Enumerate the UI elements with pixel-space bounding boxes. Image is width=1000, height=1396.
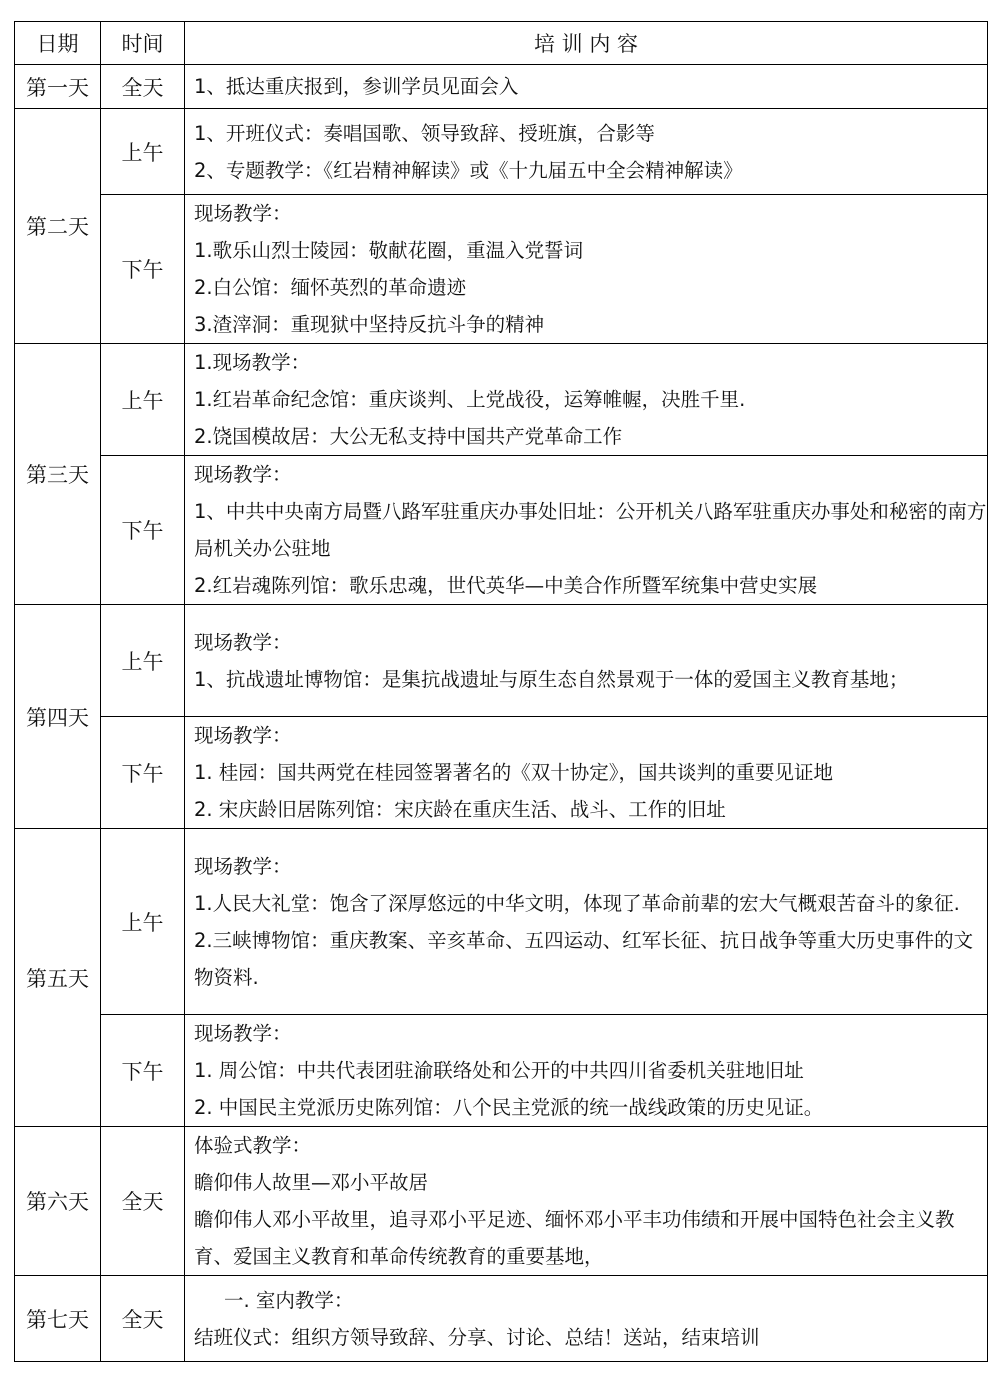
content-line: 2.红岩魂陈列馆：歌乐忠魂，世代英华—中美合作所暨军统集中营史实展	[194, 574, 818, 597]
table-row	[15, 456, 988, 605]
content-line: 现场教学：	[194, 724, 292, 747]
table-row	[15, 344, 988, 456]
content-line: 现场教学：	[194, 1022, 292, 1045]
content-line: 现场教学：	[194, 202, 292, 225]
session-time: 下午	[101, 195, 185, 344]
session-content	[185, 1276, 988, 1362]
header-row	[15, 22, 988, 65]
session-time: 上午	[101, 344, 185, 456]
content-line: 瞻仰伟人邓小平故里，追寻邓小平足迹、缅怀邓小平丰功伟绩和开展中国特色社会主义教育、爱国主义教育和革命传统教育的重要基地，	[194, 1208, 955, 1268]
content-line: 瞻仰伟人故里—邓小平故居	[194, 1171, 429, 1194]
content-line: 一. 室内教学：	[224, 1288, 354, 1312]
table-row	[15, 65, 988, 109]
session-time: 下午	[101, 1015, 185, 1127]
session-time: 全天	[101, 1127, 185, 1276]
session-time: 上午	[101, 605, 185, 717]
content-line: 2.饶国模故居：大公无私支持中国共产党革命工作	[194, 425, 623, 448]
content-line: 1. 周公馆：中共代表团驻渝联络处和公开的中共四川省委机关驻地旧址	[194, 1059, 804, 1082]
content-line: 2、专题教学：《红岩精神解读》或《十九届五中全会精神解读》	[194, 158, 743, 182]
table-row	[15, 1276, 988, 1362]
day-label: 第四天	[15, 605, 101, 829]
content-line: 1.歌乐山烈士陵园：敬献花圈，重温入党誓词	[194, 239, 584, 262]
content-line: 1.人民大礼堂：饱含了深厚悠远的中华文明，体现了革命前辈的宏大气概艰苦奋斗的象征.	[194, 891, 960, 915]
content-line: 1.现场教学：	[194, 351, 311, 374]
session-content	[185, 344, 988, 456]
training-schedule-table	[14, 21, 988, 1362]
table-row	[15, 1015, 988, 1127]
content-line: 体验式教学：	[194, 1134, 312, 1157]
session-content	[185, 1015, 988, 1127]
day-label: 第一天	[15, 65, 101, 109]
session-content	[185, 109, 988, 195]
content-line: 1. 桂园：国共两党在桂园签署著名的《双十协定》，国共谈判的重要见证地	[194, 761, 834, 784]
table-row	[15, 605, 988, 717]
table-row	[15, 829, 988, 1015]
session-content	[185, 717, 988, 829]
content-line: 1.红岩革命纪念馆：重庆谈判、上党战役，运筹帷幄，决胜千里.	[194, 388, 746, 411]
content-line: 2. 中国民主党派历史陈列馆：八个民主党派的统一战线政策的历史见证。	[194, 1096, 824, 1119]
session-time: 全天	[101, 1276, 185, 1362]
session-content	[185, 1127, 988, 1276]
session-content	[185, 829, 988, 1015]
session-time: 下午	[101, 717, 185, 829]
day-label: 第六天	[15, 1127, 101, 1276]
header-time: 时间	[101, 22, 185, 65]
header-content: 培 训 内 容	[185, 22, 988, 65]
content-line: 2. 宋庆龄旧居陈列馆：宋庆龄在重庆生活、战斗、工作的旧址	[194, 798, 726, 821]
table-row	[15, 1127, 988, 1276]
session-time: 上午	[101, 829, 185, 1015]
content-line: 现场教学：	[194, 854, 292, 878]
session-time: 全天	[101, 65, 185, 109]
content-line: 2.白公馆：缅怀英烈的革命遗迹	[194, 276, 467, 299]
session-content	[185, 65, 988, 109]
content-line: 结班仪式：组织方领导致辞、分享、讨论、总结！送站，结束培训	[194, 1325, 760, 1349]
day-label: 第三天	[15, 344, 101, 605]
session-content	[185, 456, 988, 605]
day-label: 第二天	[15, 109, 101, 344]
day-label: 第五天	[15, 829, 101, 1127]
content-line: 2.三峡博物馆：重庆教案、辛亥革命、五四运动、红军长征、抗日战争等重大历史事件的文物资料.	[194, 928, 974, 989]
content-line: 1、抗战遗址博物馆：是集抗战遗址与原生态自然景观于一体的爱国主义教育基地；	[194, 667, 909, 691]
content-line: 1、开班仪式：奏唱国歌、领导致辞、授班旗，合影等	[194, 121, 655, 145]
header-date: 日期	[15, 22, 101, 65]
session-content	[185, 195, 988, 344]
session-time: 上午	[101, 109, 185, 195]
content-line: 1、抵达重庆报到，参训学员见面会入	[194, 75, 519, 98]
content-line: 1、中共中央南方局暨八路军驻重庆办事处旧址：公开机关八路军驻重庆办事处和秘密的南方局机关办公驻地	[194, 500, 987, 560]
content-line: 3.渣滓洞：重现狱中坚持反抗斗争的精神	[194, 313, 545, 336]
table-row	[15, 109, 988, 195]
content-line: 现场教学：	[194, 463, 292, 486]
content-line: 现场教学：	[194, 630, 292, 654]
table-row	[15, 717, 988, 829]
table-row	[15, 195, 988, 344]
day-label: 第七天	[15, 1276, 101, 1362]
session-content	[185, 605, 988, 717]
session-time: 下午	[101, 456, 185, 605]
